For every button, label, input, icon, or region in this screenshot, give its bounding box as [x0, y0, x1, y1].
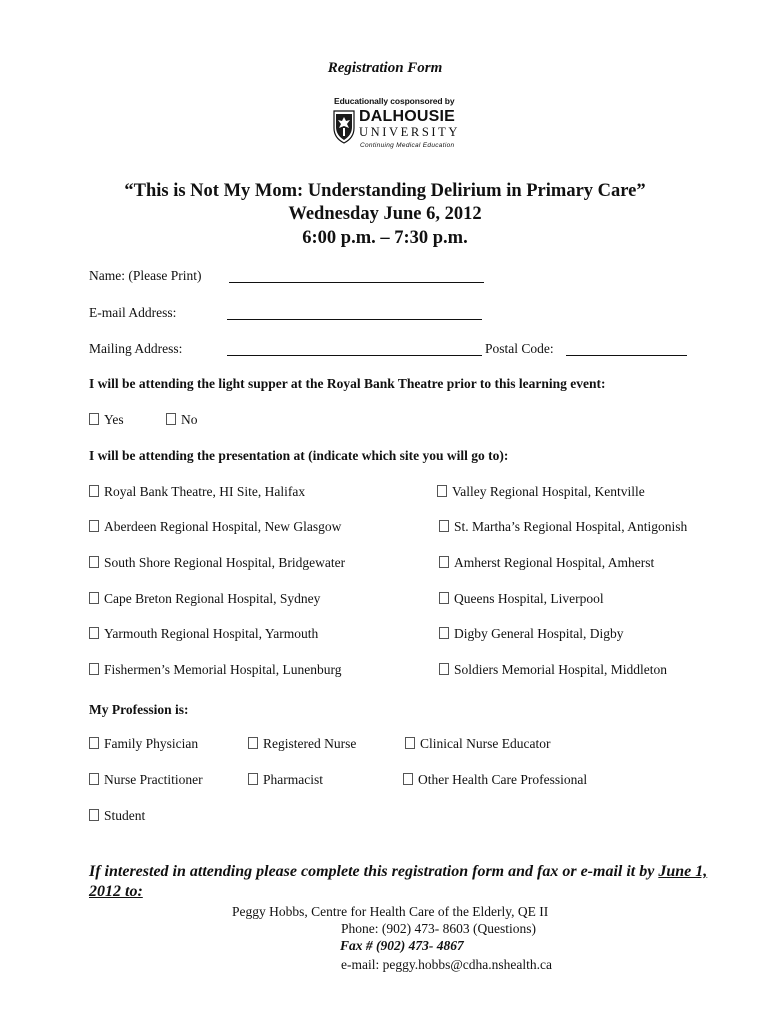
profession-option[interactable]	[89, 808, 145, 824]
mailing-address-label: Mailing Address:	[89, 341, 183, 356]
site-option[interactable]	[439, 519, 687, 535]
contact-phone: Phone: (902) 473- 8603 (Questions)	[341, 921, 536, 936]
checkbox-icon[interactable]	[166, 413, 176, 425]
site-option[interactable]	[89, 662, 341, 678]
site-option[interactable]	[437, 484, 645, 500]
site-label: Soldiers Memorial Hospital, Middleton	[454, 662, 667, 677]
contact-email[interactable]: e-mail: peggy.hobbs@cdha.nshealth.ca	[341, 957, 552, 972]
site-label: Yarmouth Regional Hospital, Yarmouth	[104, 626, 319, 641]
site-option[interactable]	[439, 626, 623, 642]
profession-option[interactable]	[89, 736, 198, 752]
deadline-text: June 1, 2012 to:	[89, 863, 708, 900]
checkbox-icon[interactable]	[89, 737, 99, 749]
checkbox-icon[interactable]	[89, 663, 99, 675]
email-field[interactable]	[227, 307, 482, 320]
profession-label: Other Health Care Professional	[418, 772, 588, 787]
site-option[interactable]	[89, 519, 341, 535]
profession-label: Pharmacist	[263, 772, 323, 787]
site-option[interactable]	[89, 484, 305, 500]
logo-cosponsor-text: Educationally cosponsored by	[334, 96, 455, 106]
dalhousie-crest-icon	[333, 110, 355, 144]
postal-code-field[interactable]	[566, 343, 687, 356]
checkbox-icon[interactable]	[89, 773, 99, 785]
name-field[interactable]	[229, 270, 484, 283]
site-label: Royal Bank Theatre, HI Site, Halifax	[104, 484, 306, 499]
logo-subtitle: Continuing Medical Education	[360, 142, 455, 149]
site-option[interactable]	[439, 662, 667, 678]
site-label: Aberdeen Regional Hospital, New Glasgow	[104, 519, 342, 534]
profession-option[interactable]	[248, 772, 323, 788]
checkbox-icon[interactable]	[439, 556, 449, 568]
checkbox-icon[interactable]	[89, 520, 99, 532]
profession-option[interactable]	[248, 736, 356, 752]
checkbox-icon[interactable]	[439, 627, 449, 639]
event-time: 6:00 p.m. – 7:30 p.m.	[302, 228, 468, 248]
site-label: Queens Hospital, Liverpool	[454, 591, 604, 606]
site-label: Valley Regional Hospital, Kentville	[452, 484, 645, 499]
site-label: Fishermen’s Memorial Hospital, Lunenburg	[104, 662, 342, 677]
profession-label: Student	[104, 808, 146, 823]
closing-text: If interested in attending please complete this registration form and fax or e-mail it by	[89, 863, 659, 880]
dalhousie-logo	[333, 96, 475, 154]
supper-no-label: No	[181, 412, 198, 427]
site-option[interactable]	[439, 591, 604, 607]
site-label: Cape Breton Regional Hospital, Sydney	[104, 591, 321, 606]
logo-dalhousie: DALHOUSIE	[359, 108, 456, 125]
profession-label: Clinical Nurse Educator	[420, 736, 551, 751]
checkbox-icon[interactable]	[248, 737, 258, 749]
checkbox-icon[interactable]	[439, 592, 449, 604]
site-option[interactable]	[89, 555, 345, 571]
site-question: I will be attending the presentation at (indicate which site you will go to):	[89, 448, 509, 463]
mailing-address-field[interactable]	[227, 343, 482, 356]
profession-option[interactable]	[89, 772, 203, 788]
checkbox-icon[interactable]	[439, 663, 449, 675]
checkbox-icon[interactable]	[248, 773, 258, 785]
checkbox-icon[interactable]	[89, 485, 99, 497]
site-option[interactable]	[439, 555, 654, 571]
profession-option[interactable]	[403, 772, 587, 788]
site-option[interactable]	[89, 626, 318, 642]
checkbox-icon[interactable]	[403, 773, 413, 785]
contact-fax: Fax # (902) 473- 4867	[340, 938, 464, 953]
checkbox-icon[interactable]	[89, 809, 99, 821]
site-option[interactable]	[89, 591, 320, 607]
closing-instruction	[89, 862, 739, 902]
site-label: Amherst Regional Hospital, Amherst	[454, 555, 655, 570]
checkbox-icon[interactable]	[437, 485, 447, 497]
supper-yes-label: Yes	[104, 412, 124, 427]
profession-heading: My Profession is:	[89, 702, 189, 717]
supper-question: I will be attending the light supper at the Royal Bank Theatre prior to this learning event:	[89, 376, 606, 391]
site-label: Digby General Hospital, Digby	[454, 626, 624, 641]
supper-yes-option[interactable]	[89, 412, 124, 428]
event-title: “This is Not My Mom: Understanding Delirium in Primary Care”	[124, 181, 646, 201]
supper-no-option[interactable]	[166, 412, 198, 428]
form-heading: Registration Form	[327, 60, 443, 76]
checkbox-icon[interactable]	[439, 520, 449, 532]
checkbox-icon[interactable]	[89, 413, 99, 425]
logo-university: UNIVERSITY	[359, 125, 460, 139]
email-label: E-mail Address:	[89, 305, 177, 320]
contact-name: Peggy Hobbs, Centre for Health Care of the Elderly, QE II	[232, 904, 549, 919]
profession-label: Family Physician	[104, 736, 199, 751]
checkbox-icon[interactable]	[405, 737, 415, 749]
profession-option[interactable]	[405, 736, 550, 752]
checkbox-icon[interactable]	[89, 592, 99, 604]
checkbox-icon[interactable]	[89, 627, 99, 639]
postal-code-label: Postal Code:	[485, 341, 554, 356]
checkbox-icon[interactable]	[89, 556, 99, 568]
site-label: South Shore Regional Hospital, Bridgewater	[104, 555, 346, 570]
name-label: Name: (Please Print)	[89, 268, 202, 283]
profession-label: Registered Nurse	[263, 736, 357, 751]
event-date: Wednesday June 6, 2012	[288, 204, 482, 224]
site-label: St. Martha’s Regional Hospital, Antigonish	[454, 519, 688, 534]
profession-label: Nurse Practitioner	[104, 772, 203, 787]
